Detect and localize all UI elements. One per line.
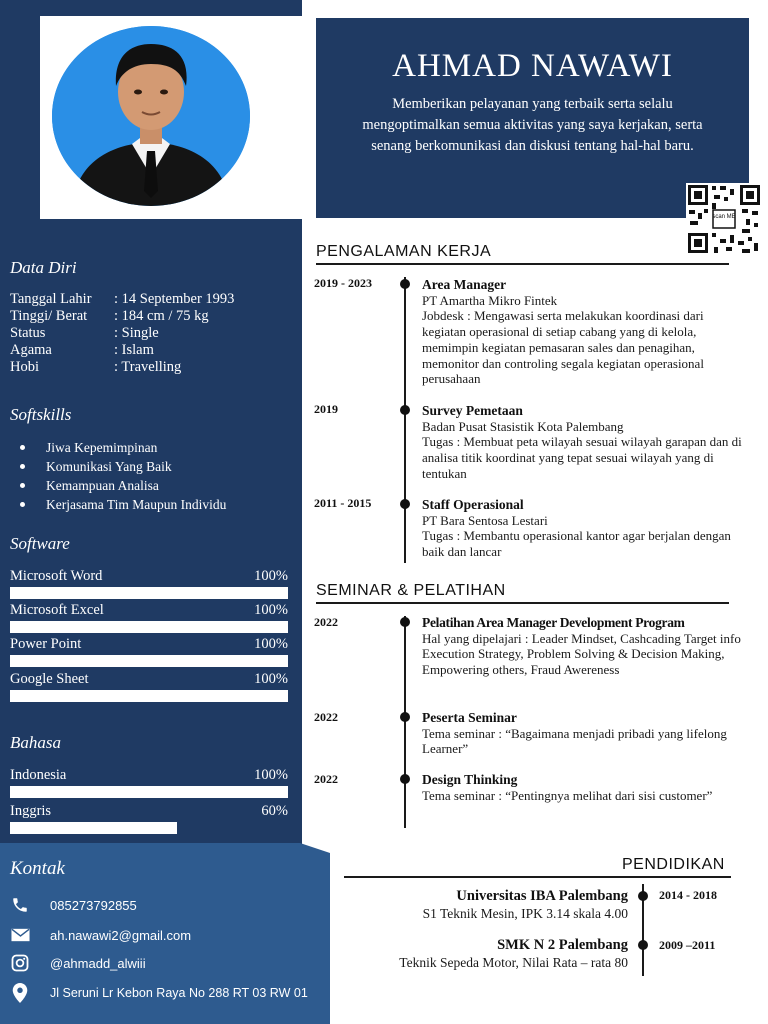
- job-entry: [422, 403, 742, 482]
- seminar-entry: [422, 772, 742, 803]
- skill-bar-fill: [10, 587, 288, 599]
- email-icon: [10, 925, 30, 945]
- language-name: Inggris: [10, 803, 52, 819]
- profile-tagline: Memberikan pelayanan yang terbaik serta selalu mengoptimalkan semua aktivitas yang saya kerjakan, serta senang berkomunikasi dan diskusi tentang hal-hal baru.: [362, 96, 703, 154]
- education-year: 2009 –2011: [659, 938, 716, 952]
- contact-phone: [10, 895, 137, 915]
- timeline-dot: [400, 279, 410, 289]
- info-key: Hobi: [10, 359, 39, 375]
- software-title: Software: [10, 534, 70, 553]
- section-divider: [316, 602, 729, 604]
- info-value: : Travelling: [114, 359, 182, 375]
- language-bar-fill: [10, 822, 177, 834]
- info-row-height-weight: [10, 308, 300, 325]
- list-item: Jiwa Kepemimpinan: [18, 438, 226, 457]
- school-detail: Teknik Sepeda Motor, Nilai Rata – rata 80: [399, 955, 628, 970]
- info-row-religion: [10, 342, 300, 359]
- skill-name: Microsoft Word: [10, 568, 103, 584]
- softskills-list: [18, 438, 226, 514]
- info-key: Agama: [10, 342, 52, 358]
- kontak-title: Kontak: [10, 858, 65, 879]
- seminar-year: 2022: [314, 615, 338, 629]
- job-org: PT Amartha Mikro Fintek: [422, 292, 558, 308]
- header-banner: [316, 18, 749, 218]
- job-org: Badan Pusat Stasistik Kota Palembang: [422, 418, 624, 434]
- skill-name: Microsoft Excel: [10, 602, 104, 618]
- language-percent: 100%: [254, 767, 288, 783]
- qr-code-icon: [686, 183, 762, 255]
- contact-email: [10, 925, 191, 945]
- timeline-dot: [400, 712, 410, 722]
- seminar-name: Design Thinking: [422, 772, 518, 787]
- job-desc: Tugas : Membantu operasional kantor agar berjalan dengan baik dan lancar: [422, 528, 731, 560]
- list-item: Kemampuan Analisa: [18, 476, 226, 495]
- info-key: Status: [10, 325, 46, 341]
- info-value: : Islam: [114, 342, 154, 358]
- job-desc: Jobdesk : Mengawasi serta melakukan koordinasi dari kegiatan operasional di setiap cabang yang di kelola, memimpin kegiatan pemasaran sales dan penagihan, memonitor dan controling segala kegiatan operasional perusahaan: [422, 308, 704, 387]
- timeline-line: [404, 277, 406, 563]
- skill-bar-google-sheet: [10, 671, 288, 702]
- skill-bar-fill: [10, 621, 288, 633]
- instagram-icon: [10, 953, 30, 973]
- language-bar-fill: [10, 786, 288, 798]
- job-role: Area Manager: [422, 277, 507, 292]
- job-role: Staff Operasional: [422, 497, 524, 512]
- seminar-year: 2022: [314, 772, 338, 786]
- timeline-dot: [400, 405, 410, 415]
- phone-icon: [10, 895, 30, 915]
- language-bar-indonesia: [10, 767, 288, 798]
- address-text: Jl Seruni Lr Kebon Raya No 288 RT 03 RW 01: [50, 986, 308, 1000]
- skill-bar-fill: [10, 690, 288, 702]
- job-entry: [422, 277, 742, 387]
- info-value: : Single: [114, 325, 159, 341]
- email-address[interactable]: ah.nawawi2@gmail.com: [50, 927, 192, 943]
- phone-number[interactable]: 085273792855: [50, 897, 137, 913]
- job-desc: Tugas : Membuat peta wilayah sesuai wilayah garapan dan di analisa titik koordinat yang tepat sesuai wilayah yang di tentukan: [422, 434, 742, 481]
- timeline-dot: [400, 774, 410, 784]
- person-portrait-icon: [52, 26, 250, 206]
- skill-bar-excel: [10, 602, 288, 633]
- info-row-hobby: [10, 359, 300, 376]
- education-entry: [348, 936, 628, 972]
- seminar-desc: Tema seminar : “Bagaimana menjadi pribadi yang lifelong Learner”: [422, 725, 727, 757]
- seminar-entry: [422, 710, 742, 757]
- skill-percent: 100%: [254, 636, 288, 652]
- language-bar-inggris: [10, 803, 288, 834]
- section-divider: [344, 876, 731, 878]
- seminar-year: 2022: [314, 710, 338, 724]
- timeline-line: [404, 616, 406, 828]
- softskills-title: Softskills: [10, 405, 72, 424]
- pengalaman-title: PENGALAMAN KERJA: [316, 243, 492, 260]
- seminar-desc: Tema seminar : “Pentingnya melihat dari sisi customer”: [422, 787, 713, 803]
- info-key: Tanggal Lahir: [10, 291, 92, 307]
- list-item: Kerjasama Tim Maupun Individu: [18, 495, 226, 514]
- pendidikan-title: PENDIDIKAN: [622, 856, 725, 873]
- data-diri-title: Data Diri: [10, 258, 77, 277]
- list-item: Komunikasi Yang Baik: [18, 457, 226, 476]
- info-row-status: [10, 325, 300, 342]
- profile-photo: [52, 26, 250, 206]
- job-year: 2019: [314, 402, 338, 416]
- job-year: 2019 - 2023: [314, 276, 372, 290]
- profile-photo-frame: [40, 16, 302, 219]
- school-name: Universitas IBA Palembang: [456, 888, 628, 904]
- skill-percent: 100%: [254, 602, 288, 618]
- qr-label: scan ME: [712, 214, 736, 220]
- skill-bar-word: [10, 568, 288, 599]
- timeline-dot: [638, 891, 648, 901]
- qr-code[interactable]: [686, 183, 762, 255]
- info-key: Tinggi/ Berat: [10, 308, 88, 324]
- section-divider: [316, 263, 729, 265]
- skill-bar-powerpoint: [10, 636, 288, 667]
- bahasa-title: Bahasa: [10, 733, 61, 752]
- skill-name: Google Sheet: [10, 671, 89, 687]
- job-role: Survey Pemetaan: [422, 403, 523, 418]
- job-entry: [422, 497, 742, 560]
- timeline-dot: [400, 499, 410, 509]
- timeline-dot: [400, 617, 410, 627]
- contact-address: [10, 983, 308, 1003]
- timeline-dot: [638, 940, 648, 950]
- info-row-birthdate: [10, 291, 300, 308]
- seminar-name: Peserta Seminar: [422, 710, 517, 725]
- job-year: 2011 - 2015: [314, 496, 372, 510]
- language-percent: 60%: [261, 803, 288, 819]
- info-value: : 184 cm / 75 kg: [114, 308, 209, 324]
- skill-percent: 100%: [254, 568, 288, 584]
- language-name: Indonesia: [10, 767, 67, 783]
- education-year: 2014 - 2018: [659, 888, 717, 902]
- skill-bar-fill: [10, 655, 288, 667]
- full-name: AHMAD NAWAWI: [392, 48, 673, 84]
- instagram-handle[interactable]: @ahmadd_alwiii: [50, 955, 146, 971]
- job-org: PT Bara Sentosa Lestari: [422, 512, 548, 528]
- seminar-title: SEMINAR & PELATIHAN: [316, 582, 506, 599]
- seminar-desc: Hal yang dipelajari : Leader Mindset, Cashcading Target info Execution Strategy, Problem Solving & Decision Making, Empowering others, Fraud Awereness: [422, 630, 741, 678]
- skill-percent: 100%: [254, 671, 288, 687]
- contact-instagram: [10, 953, 146, 973]
- school-detail: S1 Teknik Mesin, IPK 3.14 skala 4.00: [422, 906, 628, 921]
- education-entry: [348, 887, 628, 923]
- location-pin-icon: [10, 983, 30, 1003]
- skill-name: Power Point: [10, 636, 82, 652]
- info-value: : 14 September 1993: [114, 291, 235, 307]
- school-name: SMK N 2 Palembang: [497, 937, 628, 953]
- seminar-name: Pelatihan Area Manager Development Program: [422, 615, 685, 630]
- seminar-entry: [422, 615, 742, 678]
